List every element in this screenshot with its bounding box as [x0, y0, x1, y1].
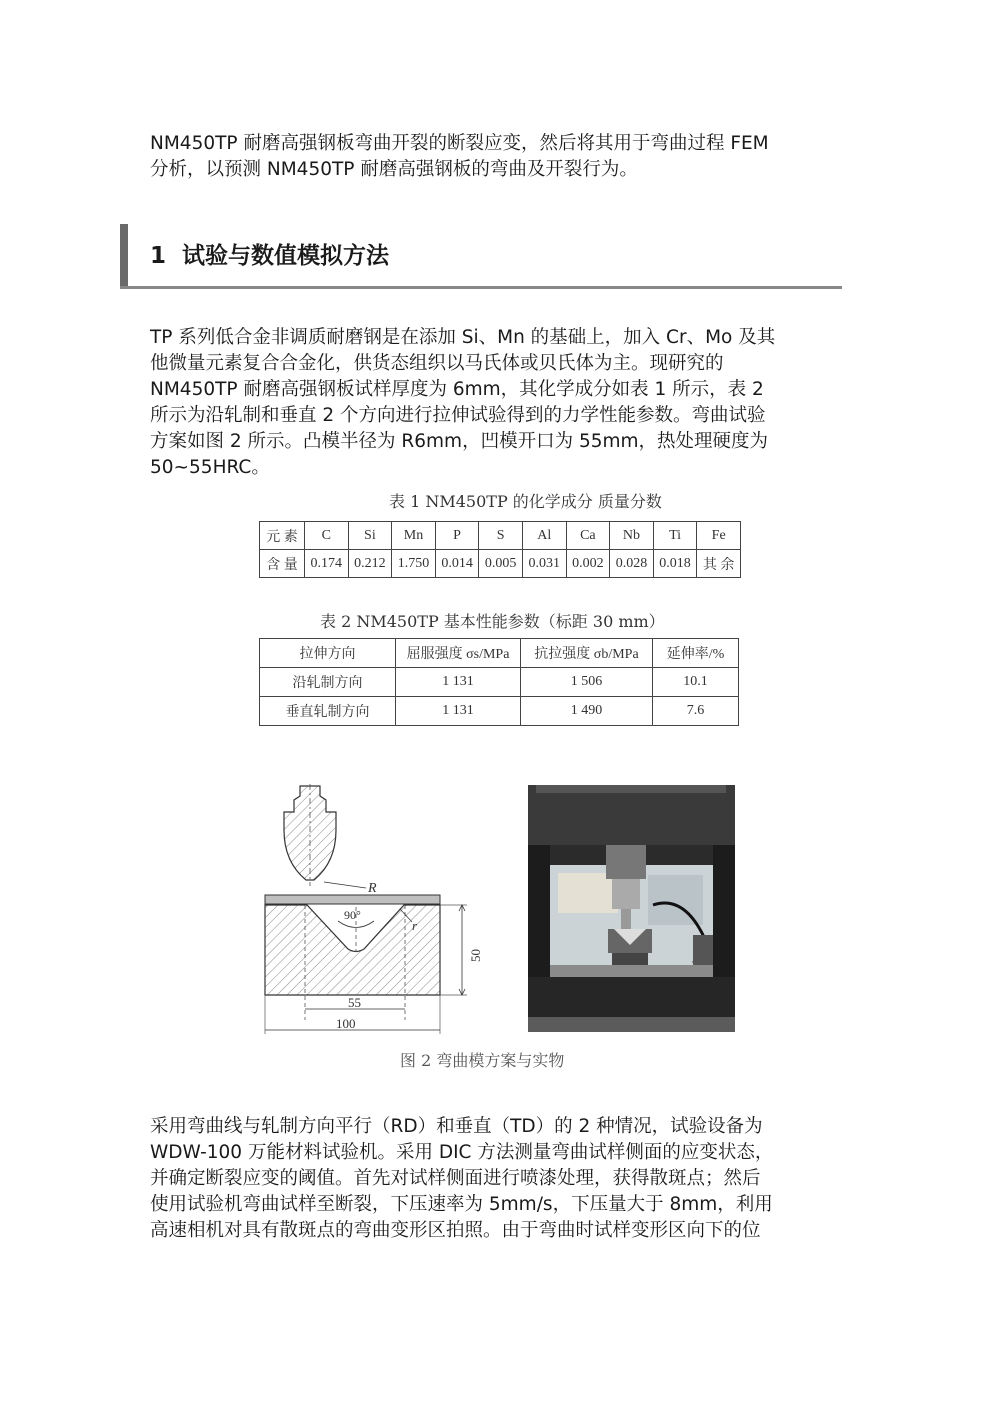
table-cell: 其 余 — [697, 550, 741, 578]
table-cell: 1 131 — [396, 668, 521, 697]
text-line: 并确定断裂应变的阈值。首先对试样侧面进行喷漆处理，获得散斑点；然后 — [150, 1168, 761, 1189]
text-line: 高速相机对具有散斑点的弯曲变形区拍照。由于弯曲时试样变形区向下的位 — [150, 1220, 761, 1241]
text-line: 分析，以预测 NM450TP 耐磨高强钢板的弯曲及开裂行为。 — [150, 159, 638, 180]
table-row — [260, 668, 739, 697]
section-title — [150, 237, 389, 270]
section-accent-bar — [120, 224, 128, 286]
table-cell: 1 131 — [396, 697, 521, 726]
table-header-cell: 屈服强度 σs/MPa — [396, 639, 521, 668]
table-cell: 0.018 — [653, 550, 697, 578]
section-number: 1 — [150, 243, 167, 269]
text-line: 所示为沿轧制和垂直 2 个方向进行拉伸试验得到的力学性能参数。弯曲试验 — [150, 405, 766, 426]
table-cell: Mn — [392, 522, 436, 550]
table-cell: 含 量 — [260, 550, 305, 578]
section-heading — [120, 224, 842, 289]
text-line: 他微量元素复合合金化，供货态组织以马氏体或贝氏体为主。现研究的 — [150, 353, 724, 374]
chemical-composition-table — [259, 521, 741, 578]
table-cell: Nb — [610, 522, 654, 550]
text-line: NM450TP 耐磨高强钢板试样厚度为 6mm，其化学成分如表 1 所示，表 2 — [150, 379, 764, 400]
table1-caption: 表 1 NM450TP 的化学成分 质量分数 — [389, 492, 662, 511]
table-row — [260, 639, 739, 668]
bending-die-drawing — [262, 782, 496, 1037]
table-cell: C — [305, 522, 349, 550]
table-cell: 0.028 — [610, 550, 654, 578]
table-cell: Ti — [653, 522, 697, 550]
table-row — [260, 550, 741, 578]
table-cell: 1 506 — [521, 668, 653, 697]
table-cell: P — [435, 522, 479, 550]
table-header-cell: 抗拉强度 σb/MPa — [521, 639, 653, 668]
table-cell: 0.174 — [305, 550, 349, 578]
table-cell: Si — [348, 522, 392, 550]
table-cell: S — [479, 522, 523, 550]
table-cell: 0.031 — [522, 550, 566, 578]
table-cell: 垂直轧制方向 — [260, 697, 396, 726]
label-fillet: r — [412, 918, 418, 933]
mechanical-properties-table — [259, 638, 739, 726]
label-punch-radius: R — [368, 881, 377, 896]
figure2-caption: 图 2 弯曲模方案与实物 — [400, 1051, 565, 1070]
table-cell: 10.1 — [653, 668, 739, 697]
text-line: WDW-100 万能材料试验机。采用 DIC 方法测量弯曲试样侧面的应变状态， — [150, 1142, 774, 1163]
table-cell: 0.002 — [566, 550, 610, 578]
label-height: 50 — [468, 949, 483, 962]
text-line: 使用试验机弯曲试样至断裂，下压速率为 5mm/s，下压量大于 8mm，利用 — [150, 1194, 773, 1215]
table-cell: 元 素 — [260, 522, 305, 550]
label-angle: 90° — [344, 908, 361, 922]
table-cell: 1.750 — [392, 550, 436, 578]
table-row — [260, 522, 741, 550]
table-cell: 0.014 — [435, 550, 479, 578]
body-paragraph — [150, 1114, 850, 1244]
method-paragraph — [150, 325, 850, 481]
table-row — [260, 697, 739, 726]
intro-paragraph — [150, 131, 850, 183]
table-cell: 7.6 — [653, 697, 739, 726]
table-cell: 0.212 — [348, 550, 392, 578]
section-title-text: 试验与数值模拟方法 — [182, 243, 390, 269]
sheet-plate — [265, 895, 440, 904]
text-line: 50~55HRC。 — [150, 457, 270, 478]
text-line: 方案如图 2 所示。凸模半径为 R6mm，凹模开口为 55mm，热处理硬度为 — [150, 431, 769, 452]
table-cell: 沿轧制方向 — [260, 668, 396, 697]
text-line: NM450TP 耐磨高强钢板弯曲开裂的断裂应变，然后将其用于弯曲过程 FEM — [150, 133, 769, 154]
text-line: 采用弯曲线与轧制方向平行（RD）和垂直（TD）的 2 种情况，试验设备为 — [150, 1116, 763, 1137]
table-cell: Fe — [697, 522, 741, 550]
table-cell: Ca — [566, 522, 610, 550]
table-cell: 0.005 — [479, 550, 523, 578]
testing-machine-photo — [528, 785, 735, 1032]
label-opening: 55 — [348, 995, 361, 1010]
table-header-cell: 拉伸方向 — [260, 639, 396, 668]
table2-caption: 表 2 NM450TP 基本性能参数（标距 30 mm） — [320, 612, 665, 631]
table-cell: 1 490 — [521, 697, 653, 726]
table-cell: Al — [522, 522, 566, 550]
label-width: 100 — [336, 1016, 356, 1031]
table-header-cell: 延伸率/% — [653, 639, 739, 668]
text-line: TP 系列低合金非调质耐磨钢是在添加 Si、Mn 的基础上，加入 Cr、Mo 及其 — [150, 327, 776, 348]
